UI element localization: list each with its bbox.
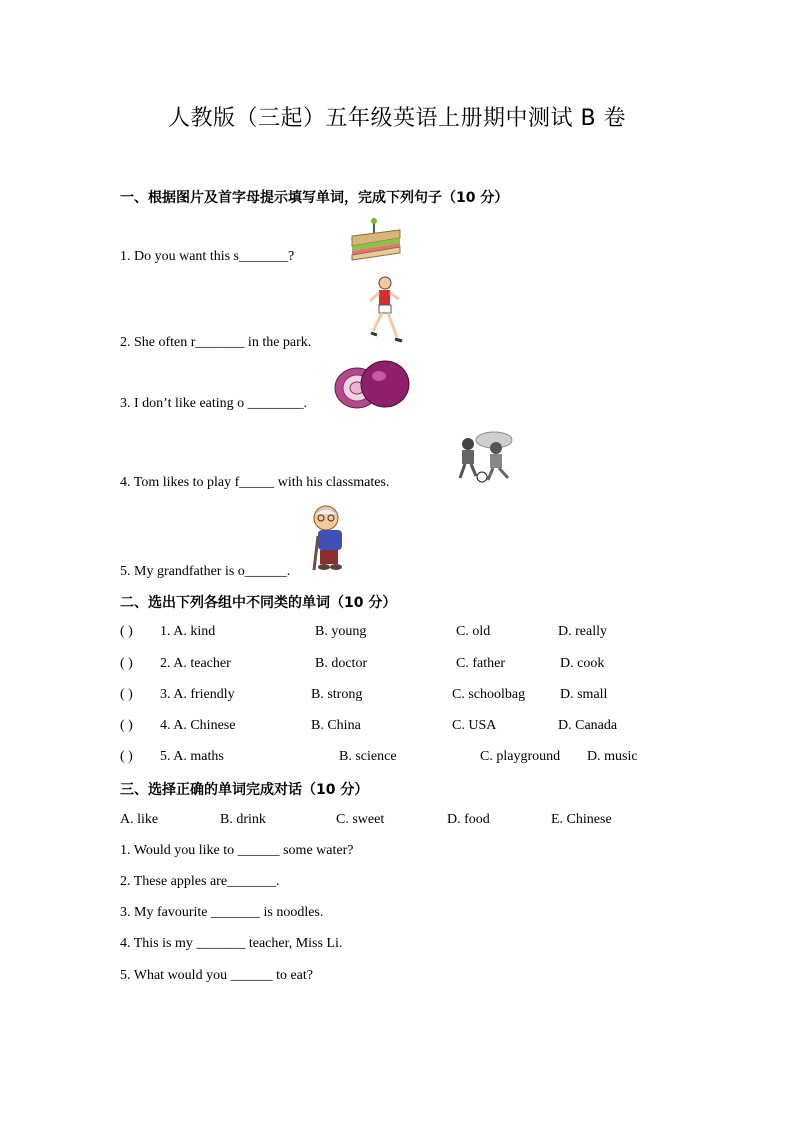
question-1-5: 5. My grandfather is o______.	[120, 564, 291, 579]
option-a: 3. A. friendly	[160, 687, 235, 702]
word-option: E. Chinese	[551, 812, 612, 827]
option-c: C. father	[456, 656, 505, 671]
option-b: B. science	[339, 749, 397, 764]
option-d: D. really	[558, 624, 607, 639]
running-girl-picture	[365, 275, 405, 347]
answer-paren: ( )	[120, 718, 133, 733]
word-option: C. sweet	[336, 812, 385, 827]
option-d: D. Canada	[558, 718, 618, 733]
option-b: B. doctor	[315, 656, 368, 671]
option-c: C. playground	[480, 749, 561, 764]
option-c: C. old	[456, 624, 491, 639]
answer-paren: ( )	[120, 687, 133, 702]
option-a: 2. A. teacher	[160, 656, 231, 671]
dialogue-question-3: 3. My favourite _______ is noodles.	[120, 905, 324, 920]
answer-paren: ( )	[120, 624, 133, 639]
option-a: 5. A. maths	[160, 749, 224, 764]
answer-paren: ( )	[120, 749, 133, 764]
question-1-4: 4. Tom likes to play f_____ with his classmates.	[120, 475, 390, 490]
word-option: B. drink	[220, 812, 266, 827]
sandwich-picture	[348, 216, 404, 262]
dialogue-question-1: 1. Would you like to ______ some water?	[120, 843, 354, 858]
option-b: B. strong	[311, 687, 363, 702]
option-d: D. music	[587, 749, 638, 764]
boys-playing-football-picture	[452, 430, 520, 486]
question-1-2: 2. She often r_______ in the park.	[120, 335, 312, 350]
option-d: D. cook	[560, 656, 605, 671]
dialogue-question-5: 5. What would you ______ to eat?	[120, 968, 313, 983]
section-3-heading: 三、选择正确的单词完成对话（10 分）	[120, 782, 369, 798]
option-c: C. schoolbag	[452, 687, 526, 702]
section-1-heading: 一、根据图片及首字母提示填写单词，完成下列句子（10 分）	[120, 190, 509, 206]
page-title: 人教版（三起）五年级英语上册期中测试 B 卷	[167, 106, 627, 131]
dialogue-question-2: 2. These apples are_______.	[120, 874, 280, 889]
question-1-1: 1. Do you want this s_______?	[120, 249, 295, 264]
section-2-heading: 二、选出下列各组中不同类的单词（10 分）	[120, 595, 397, 611]
grandfather-picture	[306, 504, 352, 572]
dialogue-question-4: 4. This is my _______ teacher, Miss Li.	[120, 936, 343, 951]
option-c: C. USA	[452, 718, 497, 733]
question-1-3: 3. I don’t like eating o ________.	[120, 396, 308, 411]
word-option: A. like	[120, 812, 159, 827]
onion-picture	[333, 358, 411, 410]
option-d: D. small	[560, 687, 608, 702]
option-a: 1. A. kind	[160, 624, 216, 639]
option-b: B. China	[311, 718, 361, 733]
word-option: D. food	[447, 812, 490, 827]
option-a: 4. A. Chinese	[160, 718, 236, 733]
option-b: B. young	[315, 624, 367, 639]
answer-paren: ( )	[120, 656, 133, 671]
